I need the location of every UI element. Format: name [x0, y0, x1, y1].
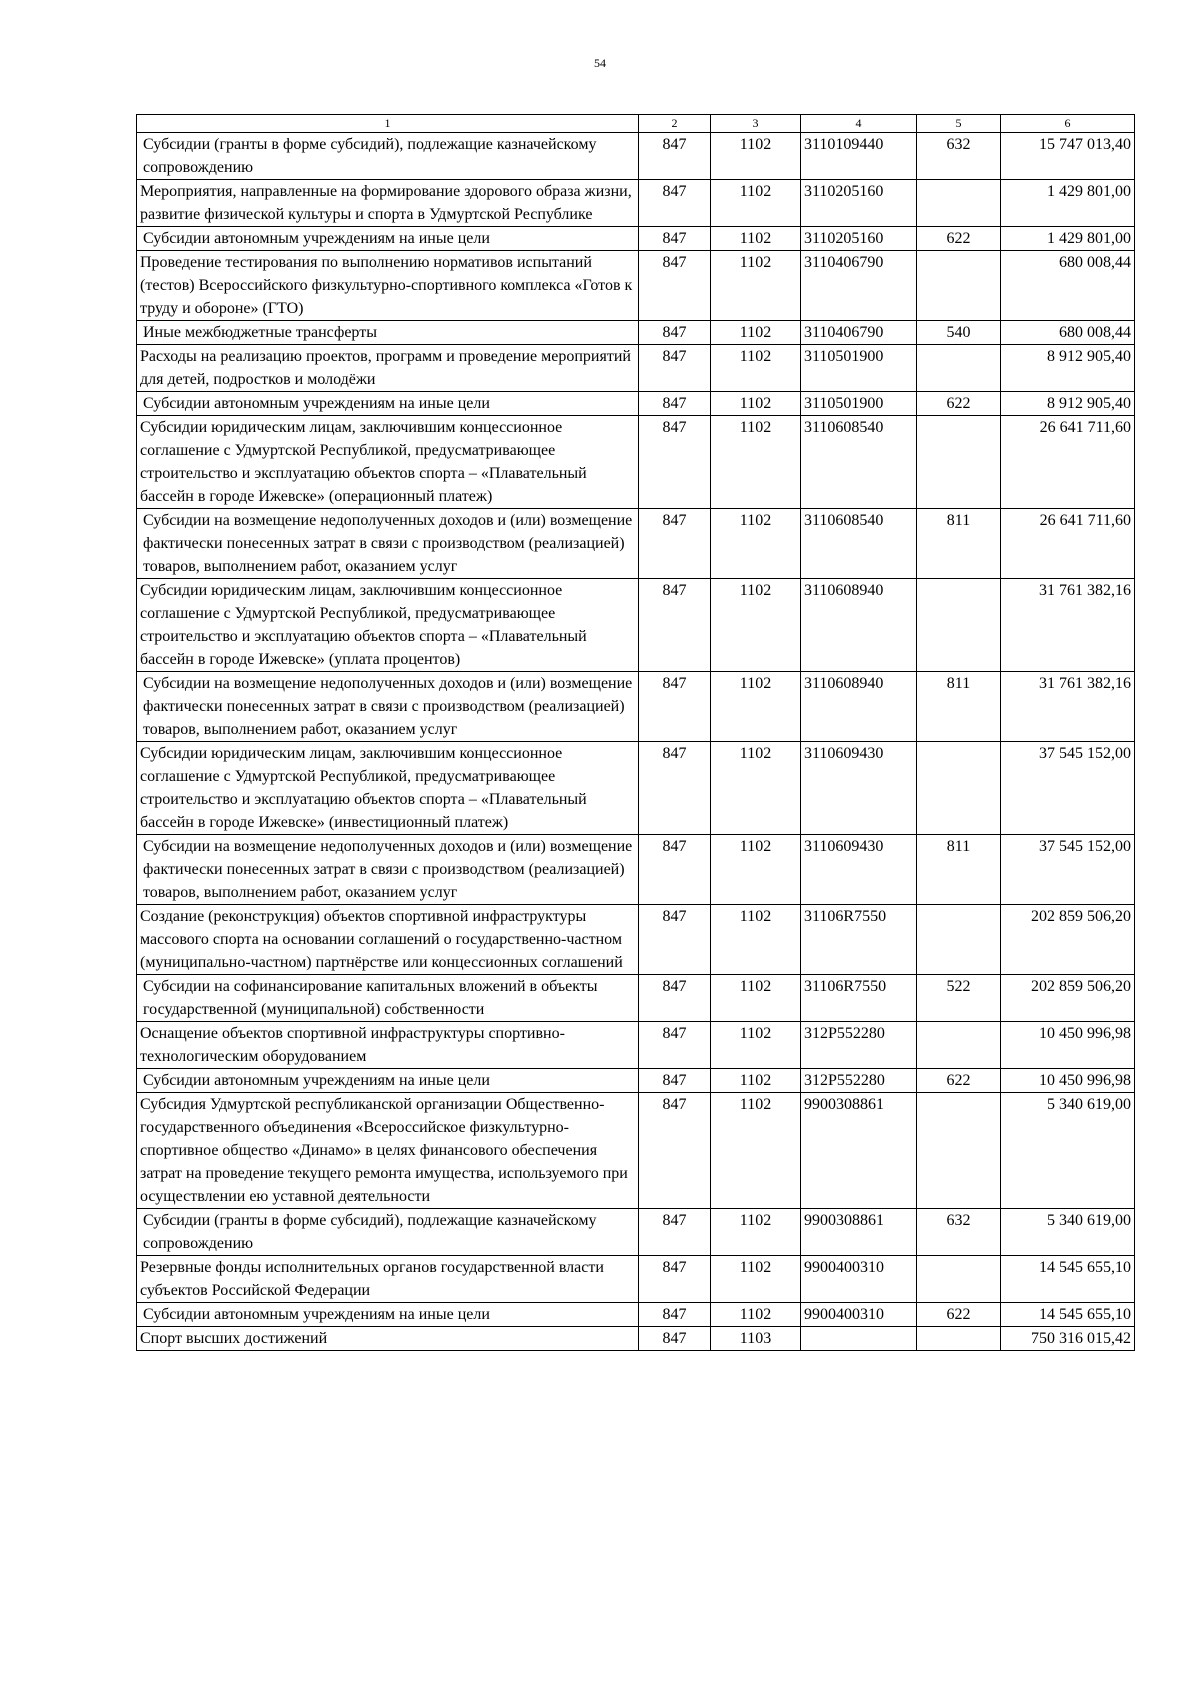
- table-row: [137, 742, 1135, 835]
- amount-cell: 8 912 905,40: [1001, 345, 1135, 392]
- table-row: [137, 1022, 1135, 1069]
- section-code-cell: 1102: [711, 133, 801, 180]
- ministry-code-cell: 847: [639, 227, 711, 251]
- section-code-cell: 1102: [711, 835, 801, 905]
- section-code-cell: 1102: [711, 227, 801, 251]
- expense-type-cell: 622: [917, 392, 1001, 416]
- expense-type-cell: 522: [917, 975, 1001, 1022]
- expense-type-cell: [917, 416, 1001, 509]
- ministry-code-cell: 847: [639, 672, 711, 742]
- amount-cell: 202 859 506,20: [1001, 975, 1135, 1022]
- ministry-code-cell: 847: [639, 133, 711, 180]
- target-article-cell: 312P552280: [801, 1022, 917, 1069]
- section-code-cell: 1102: [711, 905, 801, 975]
- target-article-cell: 3110109440: [801, 133, 917, 180]
- ministry-code-cell: 847: [639, 905, 711, 975]
- expense-type-cell: [917, 905, 1001, 975]
- target-article-cell: 312P552280: [801, 1069, 917, 1093]
- expense-type-cell: [917, 579, 1001, 672]
- section-code-cell: 1102: [711, 416, 801, 509]
- expense-name-cell: Субсидия Удмуртской республиканской организации Общественно-государственного объединения «Всероссийское физкультурно-спортивное общество «Динамо» в целях финансового обеспечения затрат на проведение текущего ремонта имущества, используемого при осуществлении ею уставной деятельности: [137, 1093, 639, 1209]
- section-code-cell: 1102: [711, 1209, 801, 1256]
- expense-name-cell: Субсидии автономным учреждениям на иные цели: [137, 227, 639, 251]
- section-code-cell: 1102: [711, 1069, 801, 1093]
- expense-name-cell: Субсидии юридическим лицам, заключившим концессионное соглашение с Удмуртской Республикой, предусматривающее строительство и эксплуатацию объектов спорта – «Плавательный бассейн в городе Ижевске» (инвестиционный платеж): [137, 742, 639, 835]
- expense-type-cell: [917, 1256, 1001, 1303]
- expense-name-cell: Спорт высших достижений: [137, 1327, 639, 1351]
- expense-type-cell: [917, 345, 1001, 392]
- ministry-code-cell: 847: [639, 345, 711, 392]
- amount-cell: 1 429 801,00: [1001, 227, 1135, 251]
- expense-name-cell: Субсидии автономным учреждениям на иные цели: [137, 1069, 639, 1093]
- expense-type-cell: [917, 251, 1001, 321]
- target-article-cell: 3110608540: [801, 416, 917, 509]
- ministry-code-cell: 847: [639, 1303, 711, 1327]
- expense-name-cell: Субсидии юридическим лицам, заключившим концессионное соглашение с Удмуртской Республикой, предусматривающее строительство и эксплуатацию объектов спорта – «Плавательный бассейн в городе Ижевске» (уплата процентов): [137, 579, 639, 672]
- table-row: [137, 345, 1135, 392]
- section-code-cell: 1102: [711, 742, 801, 835]
- expense-type-cell: 632: [917, 1209, 1001, 1256]
- amount-cell: 8 912 905,40: [1001, 392, 1135, 416]
- amount-cell: 10 450 996,98: [1001, 1069, 1135, 1093]
- expense-name-cell: Субсидии (гранты в форме субсидий), подлежащие казначейскому сопровождению: [137, 1209, 639, 1256]
- target-article-cell: 31106R7550: [801, 905, 917, 975]
- column-header-4: 4: [801, 115, 917, 133]
- amount-cell: 37 545 152,00: [1001, 742, 1135, 835]
- column-header-3: 3: [711, 115, 801, 133]
- ministry-code-cell: 847: [639, 835, 711, 905]
- table-row: [137, 579, 1135, 672]
- section-code-cell: 1102: [711, 1022, 801, 1069]
- target-article-cell: 3110608540: [801, 509, 917, 579]
- section-code-cell: 1102: [711, 251, 801, 321]
- section-code-cell: 1102: [711, 180, 801, 227]
- table-row: [137, 392, 1135, 416]
- table-row: [137, 835, 1135, 905]
- expense-name-cell: Проведение тестирования по выполнению нормативов испытаний (тестов) Всероссийского физкультурно-спортивного комплекса «Готов к труду и обороне» (ГТО): [137, 251, 639, 321]
- table-row: [137, 1069, 1135, 1093]
- amount-cell: 202 859 506,20: [1001, 905, 1135, 975]
- amount-cell: 37 545 152,00: [1001, 835, 1135, 905]
- table-row: [137, 1209, 1135, 1256]
- page-number: 54: [594, 56, 606, 70]
- table-row: [137, 251, 1135, 321]
- column-header-2: 2: [639, 115, 711, 133]
- amount-cell: 680 008,44: [1001, 321, 1135, 345]
- section-code-cell: 1102: [711, 579, 801, 672]
- section-code-cell: 1102: [711, 1256, 801, 1303]
- section-code-cell: 1102: [711, 509, 801, 579]
- table-row: [137, 509, 1135, 579]
- table-body: [137, 133, 1135, 1351]
- amount-cell: 680 008,44: [1001, 251, 1135, 321]
- expense-name-cell: Субсидии юридическим лицам, заключившим концессионное соглашение с Удмуртской Республикой, предусматривающее строительство и эксплуатацию объектов спорта – «Плавательный бассейн в городе Ижевске» (операционный платеж): [137, 416, 639, 509]
- amount-cell: 14 545 655,10: [1001, 1256, 1135, 1303]
- target-article-cell: 3110205160: [801, 180, 917, 227]
- target-article-cell: 3110205160: [801, 227, 917, 251]
- target-article-cell: 9900400310: [801, 1303, 917, 1327]
- table-row: [137, 1256, 1135, 1303]
- expense-type-cell: 622: [917, 227, 1001, 251]
- column-header-6: 6: [1001, 115, 1135, 133]
- table-row: [137, 1093, 1135, 1209]
- table-row: [137, 227, 1135, 251]
- table-row: [137, 133, 1135, 180]
- table-row: [137, 1327, 1135, 1351]
- target-article-cell: 3110406790: [801, 321, 917, 345]
- column-header-1: 1: [137, 115, 639, 133]
- table-row: [137, 321, 1135, 345]
- expense-type-cell: 622: [917, 1303, 1001, 1327]
- expense-name-cell: Оснащение объектов спортивной инфраструктуры спортивно-технологическим оборудованием: [137, 1022, 639, 1069]
- target-article-cell: 9900308861: [801, 1209, 917, 1256]
- table-row: [137, 905, 1135, 975]
- table-row: [137, 180, 1135, 227]
- expense-name-cell: Субсидии на софинансирование капитальных вложений в объекты государственной (муниципальной) собственности: [137, 975, 639, 1022]
- section-code-cell: 1102: [711, 975, 801, 1022]
- ministry-code-cell: 847: [639, 579, 711, 672]
- table-header: [137, 115, 1135, 133]
- section-code-cell: 1102: [711, 1093, 801, 1209]
- section-code-cell: 1102: [711, 1303, 801, 1327]
- target-article-cell: 9900400310: [801, 1256, 917, 1303]
- amount-cell: 26 641 711,60: [1001, 509, 1135, 579]
- table-row: [137, 975, 1135, 1022]
- expense-type-cell: [917, 1022, 1001, 1069]
- expense-name-cell: Субсидии автономным учреждениям на иные цели: [137, 1303, 639, 1327]
- expense-type-cell: 622: [917, 1069, 1001, 1093]
- target-article-cell: 9900308861: [801, 1093, 917, 1209]
- ministry-code-cell: 847: [639, 1069, 711, 1093]
- ministry-code-cell: 847: [639, 975, 711, 1022]
- amount-cell: 5 340 619,00: [1001, 1209, 1135, 1256]
- ministry-code-cell: 847: [639, 1093, 711, 1209]
- budget-table: [136, 114, 1135, 1351]
- expense-type-cell: [917, 1327, 1001, 1351]
- expense-name-cell: Иные межбюджетные трансферты: [137, 321, 639, 345]
- expense-type-cell: [917, 1093, 1001, 1209]
- target-article-cell: 3110609430: [801, 742, 917, 835]
- ministry-code-cell: 847: [639, 509, 711, 579]
- amount-cell: 10 450 996,98: [1001, 1022, 1135, 1069]
- ministry-code-cell: 847: [639, 416, 711, 509]
- ministry-code-cell: 847: [639, 251, 711, 321]
- expense-name-cell: Резервные фонды исполнительных органов государственной власти субъектов Российской Федерации: [137, 1256, 639, 1303]
- target-article-cell: 31106R7550: [801, 975, 917, 1022]
- expense-name-cell: Расходы на реализацию проектов, программ и проведение мероприятий для детей, подростков и молодёжи: [137, 345, 639, 392]
- ministry-code-cell: 847: [639, 742, 711, 835]
- amount-cell: 5 340 619,00: [1001, 1093, 1135, 1209]
- target-article-cell: [801, 1327, 917, 1351]
- section-code-cell: 1103: [711, 1327, 801, 1351]
- ministry-code-cell: 847: [639, 1022, 711, 1069]
- section-code-cell: 1102: [711, 345, 801, 392]
- amount-cell: 1 429 801,00: [1001, 180, 1135, 227]
- amount-cell: 31 761 382,16: [1001, 672, 1135, 742]
- ministry-code-cell: 847: [639, 1327, 711, 1351]
- expense-name-cell: Мероприятия, направленные на формирование здорового образа жизни, развитие физической культуры и спорта в Удмуртской Республике: [137, 180, 639, 227]
- target-article-cell: 3110501900: [801, 392, 917, 416]
- expense-name-cell: Субсидии (гранты в форме субсидий), подлежащие казначейскому сопровождению: [137, 133, 639, 180]
- target-article-cell: 3110501900: [801, 345, 917, 392]
- target-article-cell: 3110608940: [801, 579, 917, 672]
- expense-name-cell: Субсидии на возмещение недополученных доходов и (или) возмещение фактически понесенных затрат в связи с производством (реализацией) товаров, выполнением работ, оказанием услуг: [137, 672, 639, 742]
- table-row: [137, 672, 1135, 742]
- section-code-cell: 1102: [711, 392, 801, 416]
- section-code-cell: 1102: [711, 672, 801, 742]
- expense-type-cell: 811: [917, 509, 1001, 579]
- ministry-code-cell: 847: [639, 1209, 711, 1256]
- table-row: [137, 416, 1135, 509]
- amount-cell: 750 316 015,42: [1001, 1327, 1135, 1351]
- amount-cell: 15 747 013,40: [1001, 133, 1135, 180]
- expense-name-cell: Субсидии автономным учреждениям на иные цели: [137, 392, 639, 416]
- expense-name-cell: Субсидии на возмещение недополученных доходов и (или) возмещение фактически понесенных затрат в связи с производством (реализацией) товаров, выполнением работ, оказанием услуг: [137, 835, 639, 905]
- amount-cell: 26 641 711,60: [1001, 416, 1135, 509]
- expense-type-cell: 811: [917, 835, 1001, 905]
- ministry-code-cell: 847: [639, 1256, 711, 1303]
- section-code-cell: 1102: [711, 321, 801, 345]
- expense-type-cell: [917, 742, 1001, 835]
- ministry-code-cell: 847: [639, 180, 711, 227]
- expense-type-cell: 540: [917, 321, 1001, 345]
- expense-name-cell: Создание (реконструкция) объектов спортивной инфраструктуры массового спорта на основании соглашений о государственно-частном (муниципально-частном) партнёрстве или концессионных соглашений: [137, 905, 639, 975]
- expense-type-cell: [917, 180, 1001, 227]
- amount-cell: 14 545 655,10: [1001, 1303, 1135, 1327]
- expense-name-cell: Субсидии на возмещение недополученных доходов и (или) возмещение фактически понесенных затрат в связи с производством (реализацией) товаров, выполнением работ, оказанием услуг: [137, 509, 639, 579]
- table-row: [137, 1303, 1135, 1327]
- target-article-cell: 3110609430: [801, 835, 917, 905]
- expense-type-cell: 632: [917, 133, 1001, 180]
- ministry-code-cell: 847: [639, 392, 711, 416]
- ministry-code-cell: 847: [639, 321, 711, 345]
- expense-type-cell: 811: [917, 672, 1001, 742]
- amount-cell: 31 761 382,16: [1001, 579, 1135, 672]
- column-header-5: 5: [917, 115, 1001, 133]
- target-article-cell: 3110608940: [801, 672, 917, 742]
- target-article-cell: 3110406790: [801, 251, 917, 321]
